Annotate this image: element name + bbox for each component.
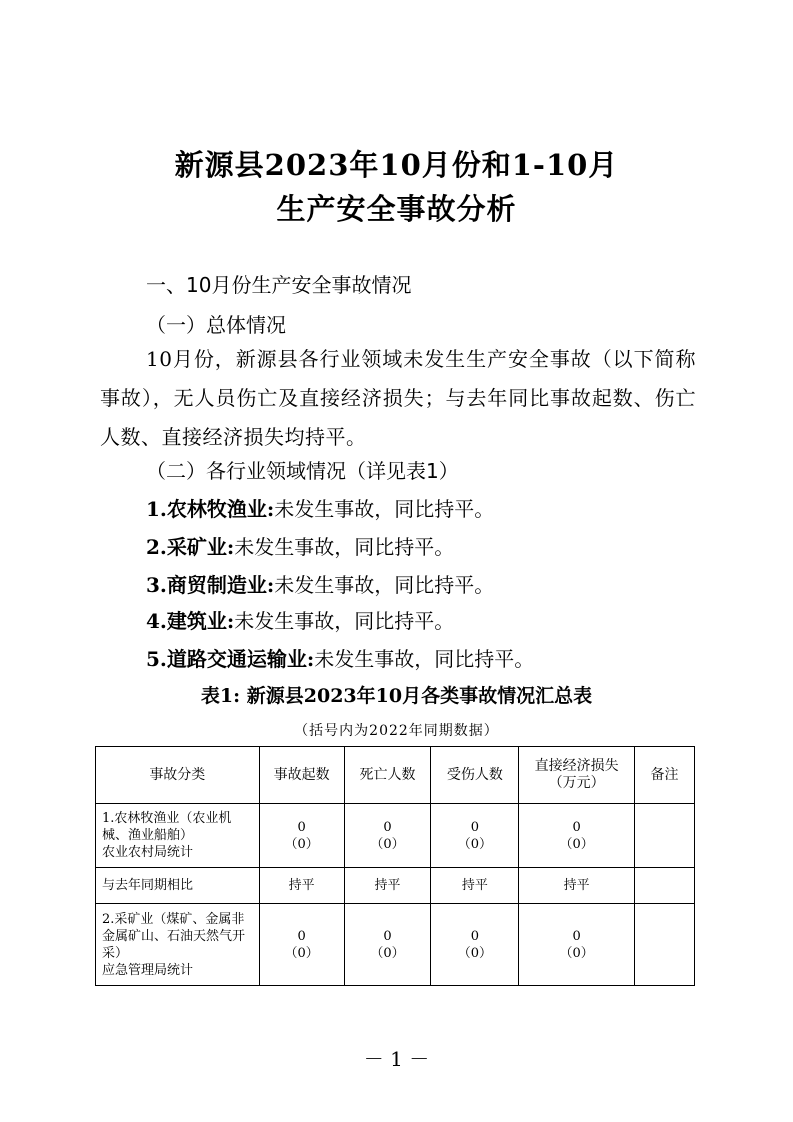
header-injuries: 受伤人数 — [431, 747, 519, 804]
cell-economic-loss: 0 （0） — [519, 804, 635, 868]
industry-item-1 — [146, 496, 494, 522]
row-category: 与去年同期相比 — [96, 868, 260, 904]
table-row — [96, 868, 695, 904]
cell-remarks — [635, 904, 695, 986]
industry-item-2 — [146, 534, 454, 560]
table-row — [96, 904, 695, 986]
cell-deaths: 持平 — [344, 868, 431, 904]
industry-item-text: 未发生事故，同比持平。 — [274, 573, 495, 597]
cell-accident-count: 0 （0） — [259, 804, 344, 868]
document-title-line1: 新源县2023年10月份和1-10月 — [174, 148, 619, 182]
subsection-heading-industries: （二）各行业领域情况（详见表1） — [146, 459, 459, 483]
industry-item-label: 5.道路交通运输业: — [146, 647, 315, 671]
industry-item-text: 未发生事故，同比持平。 — [234, 609, 455, 633]
row-category: 1.农林牧渔业（农业机械、渔业船舶） 农业农村局统计 — [96, 804, 260, 868]
industry-item-text: 未发生事故，同比持平。 — [274, 497, 495, 521]
header-category: 事故分类 — [96, 747, 260, 804]
industry-item-5 — [146, 646, 534, 672]
header-remarks: 备注 — [635, 747, 695, 804]
cell-deaths: 0 （0） — [344, 804, 431, 868]
overall-paragraph-text: 10月份，新源县各行业领域未发生生产安全事故（以下简称事故），无人员伤亡及直接经济损失；与去年同比事故起数、伤亡人数、直接经济损失均持平。 — [100, 347, 696, 449]
table-note: （括号内为2022年同期数据） — [294, 723, 499, 739]
cell-remarks — [635, 868, 695, 904]
industry-item-label: 3.商贸制造业: — [146, 573, 275, 597]
table-title: 表1: 新源县2023年10月各类事故情况汇总表 — [200, 685, 593, 707]
cell-remarks — [635, 804, 695, 868]
cell-injuries: 0 （0） — [431, 804, 519, 868]
industry-item-label: 4.建筑业: — [146, 609, 235, 633]
document-title-line2: 生产安全事故分析 — [276, 192, 517, 226]
cell-accident-count: 持平 — [259, 868, 344, 904]
table-row — [96, 804, 695, 868]
section-heading-1: 一、10月份生产安全事故情况 — [146, 273, 412, 297]
cell-deaths: 0 （0） — [344, 904, 431, 986]
header-deaths: 死亡人数 — [344, 747, 431, 804]
row-category: 2.采矿业（煤矿、金属非金属矿山、石油天然气开采） 应急管理局统计 — [96, 904, 260, 986]
cell-economic-loss: 持平 — [519, 868, 635, 904]
header-economic-loss: 直接经济损失（万元） — [519, 747, 635, 804]
industry-item-label: 1.农林牧渔业: — [146, 497, 275, 521]
subsection-heading-overall: （一）总体情况 — [146, 313, 286, 337]
industry-item-label: 2.采矿业: — [146, 535, 235, 559]
accident-summary-table — [95, 746, 695, 986]
cell-accident-count: 0 （0） — [259, 904, 344, 986]
industry-item-text: 未发生事故，同比持平。 — [314, 647, 535, 671]
overall-paragraph — [100, 340, 696, 457]
table-header-row — [96, 747, 695, 804]
industry-item-4 — [146, 608, 454, 634]
page-number: － 1 － — [363, 1047, 430, 1071]
cell-economic-loss: 0 （0） — [519, 904, 635, 986]
industry-item-3 — [146, 572, 494, 598]
cell-injuries: 0 （0） — [431, 904, 519, 986]
header-accident-count: 事故起数 — [259, 747, 344, 804]
industry-item-text: 未发生事故，同比持平。 — [234, 535, 455, 559]
cell-injuries: 持平 — [431, 868, 519, 904]
